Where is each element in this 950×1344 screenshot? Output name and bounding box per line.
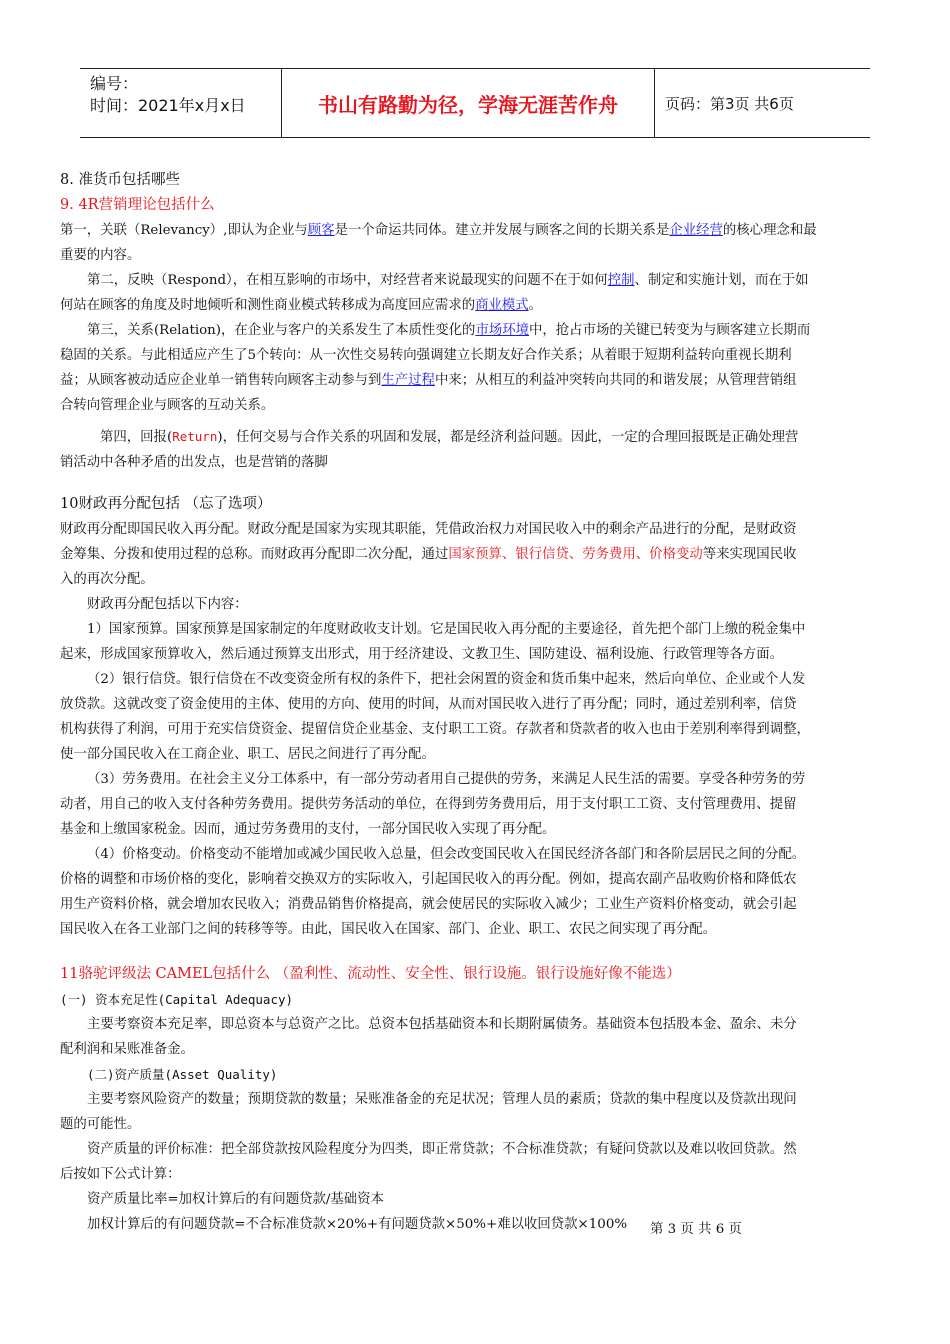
q10-item-4: （4）价格变动。价格变动不能增加或减少国民收入总量，但会改变国民收入在国民经济各部门和各阶层居民之间的分配。	[87, 847, 806, 862]
q10-item-4-line4: 国民收入在各工业部门之间的转移等等。由此，国民收入在国家、部门、企业、职工、农民之间实现了再分配。	[60, 922, 717, 937]
q11-formula-2: 加权计算后的有问题贷款=不合标准贷款×20%+有问题贷款×50%+难以收回贷款×100%	[87, 1217, 628, 1232]
q9-paragraph-1: 第一，关联（Relevancy）,即认为企业与顾客是一个命运共同体。建立并发展与顾客之间的长期关系是企业经营的核心理念和最	[60, 223, 817, 238]
time-label: 时间：2021年x月x日	[90, 96, 246, 115]
q11-sub-1-text: 主要考察资本充足率，即总资本与总资产之比。总资本包括基础资本和长期附属债务。基础资本包括股本金、盈余、未分	[87, 1017, 797, 1032]
q10-item-2-line4: 使一部分国民收入在工商企业、职工、居民之间进行了再分配。	[60, 747, 435, 762]
q10-item-3-line2: 动者，用自己的收入支付各种劳务费用。提供劳务活动的单位，在得到劳务费用后，用于支付职工工资、支付管理费用、提留	[60, 797, 797, 812]
page-footer: 第 3 页 共 6 页	[650, 1222, 742, 1237]
q11-sub-2-text-cont: 题的可能性。	[60, 1117, 141, 1132]
q10-item-4-line3: 用生产资料价格，就会增加农民收入；消费品销售价格提高，就会使居民的实际收入减少；工业生产资料价格变动，就会引起	[60, 897, 797, 912]
q9-paragraph-3: 第三，关系(Relation)，在企业与客户的关系发生了本质性变化的市场环境中，抢占市场的关键已转变为与顾客建立长期而	[87, 323, 811, 338]
q10-highlight: 国家预算、银行信贷、劳务费用、价格变动	[448, 547, 703, 562]
q10-item-4-line2: 价格的调整和市场价格的变化，影响着交换双方的实际收入，引起国民收入的再分配。例如，提高农副产品收购价格和降低农	[60, 872, 797, 887]
section-q10	[60, 492, 896, 942]
link-customer[interactable]: 顾客	[307, 223, 335, 238]
q10-paragraph-1: 财政再分配即国民收入再分配。财政分配是国家为实现其职能，凭借政治权力对国民收入中的剩余产品进行的分配，是财政资	[60, 522, 797, 537]
section-q11	[60, 962, 896, 1237]
header-table	[80, 68, 870, 138]
q11-sub-1: (一) 资本充足性(Capital Adequacy)	[60, 992, 294, 1007]
q11-sub-2-standard-cont: 后按如下公式计算：	[60, 1167, 181, 1182]
q10-paragraph-1-line3: 入的再次分配。	[60, 572, 154, 587]
q9-paragraph-4: 第四，回报(Return)，任何交易与合作关系的巩固和发展，都是经济利益问题。因此，一定的合理回报既是正确处理营	[100, 429, 799, 445]
q8-title: 8. 准货币包括哪些	[60, 172, 180, 188]
q10-item-3: （3）劳务费用。在社会主义分工体系中，有一部分劳动者用自己提供的劳务，来满足人民生活的需要。享受各种劳务的劳	[87, 772, 806, 787]
q9-paragraph-1-cont: 重要的内容。	[60, 248, 141, 263]
q10-item-1: 1）国家预算。国家预算是国家制定的年度财政收支计划。它是国民收入再分配的主要途径，首先把个部门上缴的税金集中	[87, 622, 806, 637]
link-market-environment[interactable]: 市场环境	[475, 323, 530, 338]
q9-paragraph-3-line2: 稳固的关系。与此相适应产生了5个转向：从一次性交易转向强调建立长期友好合作关系；从着眼于短期利益转向重视长期利	[60, 348, 792, 363]
number-label: 编号：	[90, 74, 139, 93]
q10-item-2: （2）银行信贷。银行信贷在不改变资金所有权的条件下，把社会闲置的资金和货币集中起来，然后向单位、企业或个人发	[87, 672, 806, 687]
q9-paragraph-2: 第二，反映（Respond），在相互影响的市场中，对经营者来说最现实的问题不在于如何控制、制定和实施计划，而在于如	[87, 273, 809, 288]
link-production-process[interactable]: 生产过程	[381, 373, 435, 388]
section-q8-q9	[60, 168, 896, 475]
q10-paragraph-2: 财政再分配包括以下内容：	[87, 597, 248, 612]
header-meta	[80, 69, 282, 137]
link-business-model[interactable]: 商业模式	[475, 298, 529, 313]
q10-paragraph-1-line2: 金筹集、分拨和使用过程的总称。而财政再分配即二次分配，通过国家预算、银行信贷、劳务费用、价格变动等来实现国民收	[60, 547, 797, 562]
q9-paragraph-4-cont: 销活动中各种矛盾的出发点，也是营销的落脚	[60, 455, 328, 470]
q9-paragraph-3-line3: 益；从顾客被动适应企业单一销售转向顾客主动参与到生产过程中来；从相互的利益冲突转向共同的和谐发展；从管理营销组	[60, 373, 797, 388]
header-motto: 书山有路勤为径，学海无涯苦作舟	[282, 69, 655, 137]
q10-item-2-line3: 机构获得了利润，可用于充实信贷资金、提留信贷企业基金、支付职工工资。存款者和贷款者的收入也由于差别利率得到调整，	[60, 722, 810, 737]
return-word: Return	[172, 429, 218, 444]
q9-paragraph-2-cont: 何站在顾客的角度及时地倾听和测性商业模式转移成为高度回应需求的商业模式。	[60, 298, 543, 313]
link-business-operation[interactable]: 企业经营	[669, 223, 723, 238]
q10-item-1-cont: 起来，形成国家预算收入，然后通过预算支出形式，用于经济建设、文教卫生、国防建设、福利设施、行政管理等各方面。	[60, 647, 784, 662]
q11-sub-2-text: 主要考察风险资产的数量；预期贷款的数量；呆账准备金的充足状况；管理人员的素质；贷款的集中程度以及贷款出现问	[87, 1092, 797, 1107]
q11-formula-1: 资产质量比率=加权计算后的有问题贷款/基础资本	[87, 1192, 384, 1207]
q9-paragraph-3-line4: 合转向管理企业与顾客的互动关系。	[60, 398, 275, 413]
q10-item-3-line3: 基金和上缴国家税金。因而，通过劳务费用的支付，一部分国民收入实现了再分配。	[60, 822, 556, 837]
link-control[interactable]: 控制	[607, 273, 635, 288]
q11-sub-2-standard: 资产质量的评价标准：把全部贷款按风险程度分为四类，即正常贷款；不合标准贷款；有疑问贷款以及难以收回贷款。然	[87, 1142, 797, 1157]
q9-title: 9. 4R营销理论包括什么	[60, 197, 215, 213]
q11-title: 11骆驼评级法 CAMEL包括什么 （盈利性、流动性、安全性、银行设施。银行设施好像不能选）	[60, 966, 681, 982]
q10-item-2-line2: 放贷款。这就改变了资金使用的主体、使用的方向、使用的时间，从而对国民收入进行了再分配；同时，通过差别利率，信贷	[60, 697, 797, 712]
q10-title: 10财政再分配包括 （忘了选项）	[60, 496, 272, 512]
q11-sub-1-text-cont: 配利润和呆账准备金。	[60, 1042, 194, 1057]
header-page-label: 页码：第3页 共6页	[665, 94, 794, 113]
q11-sub-2: (二)资产质量(Asset Quality)	[87, 1067, 278, 1082]
